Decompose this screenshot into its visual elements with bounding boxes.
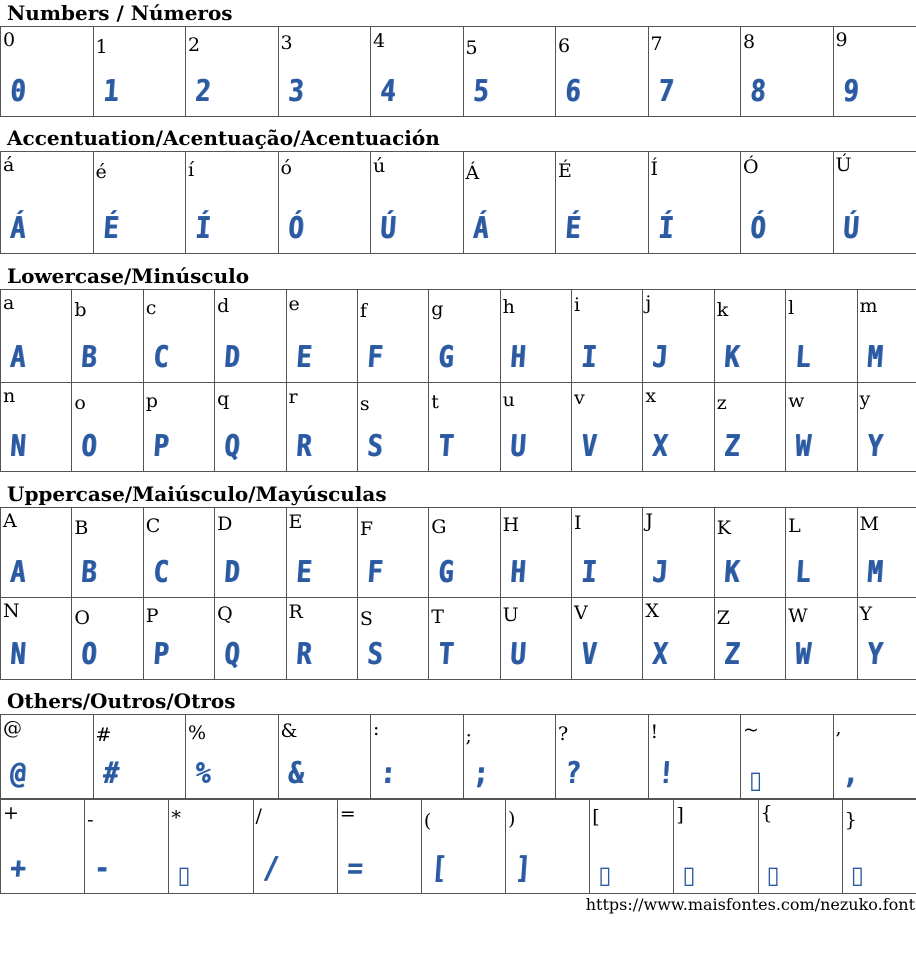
font-glyph-sample: É bbox=[101, 211, 120, 246]
character-label: I bbox=[574, 512, 582, 534]
font-glyph-sample: ; bbox=[471, 756, 490, 791]
missing-glyph-icon: ▯ bbox=[598, 861, 612, 889]
character-label: F bbox=[359, 518, 374, 540]
character-label: Ó bbox=[743, 156, 759, 178]
glyph-cell bbox=[253, 800, 337, 894]
font-glyph-sample: , bbox=[841, 756, 860, 791]
font-glyph-sample: X bbox=[651, 637, 670, 672]
glyph-cell bbox=[786, 508, 857, 598]
glyph-cell bbox=[758, 800, 842, 894]
glyph-row bbox=[1, 508, 916, 598]
font-glyph-sample: H bbox=[508, 555, 527, 590]
character-label: ~ bbox=[743, 719, 759, 741]
character-label: A bbox=[3, 510, 17, 532]
glyph-cell bbox=[215, 290, 286, 383]
glyph-cell bbox=[714, 383, 785, 472]
character-label: P bbox=[145, 605, 159, 627]
glyph-cell bbox=[72, 508, 143, 598]
character-label: 1 bbox=[95, 36, 108, 58]
font-glyph-sample: Z bbox=[722, 429, 741, 464]
font-glyph-sample: ? bbox=[563, 756, 582, 791]
glyph-cell bbox=[463, 715, 556, 799]
glyph-cell bbox=[72, 383, 143, 472]
missing-glyph-icon: ▯ bbox=[850, 861, 864, 889]
glyph-cell bbox=[143, 598, 214, 680]
font-glyph-sample: R bbox=[294, 637, 313, 672]
uppercase-grid bbox=[0, 507, 916, 680]
character-label: W bbox=[788, 605, 808, 627]
font-glyph-sample: W bbox=[794, 429, 812, 464]
character-label: Ú bbox=[835, 154, 852, 176]
missing-glyph-icon: ▯ bbox=[177, 861, 191, 889]
character-label: E bbox=[288, 511, 303, 533]
font-glyph-sample: I bbox=[579, 555, 598, 590]
glyph-cell bbox=[590, 800, 674, 894]
font-glyph-sample: X bbox=[651, 429, 670, 464]
glyph-cell bbox=[337, 800, 421, 894]
glyph-cell bbox=[143, 508, 214, 598]
glyph-row bbox=[1, 290, 916, 383]
character-label: 6 bbox=[558, 35, 571, 57]
font-glyph-sample: N bbox=[8, 637, 27, 672]
numbers-title: Numbers / Números bbox=[7, 1, 233, 25]
font-glyph-sample: Y bbox=[865, 429, 884, 464]
others-grid-row1 bbox=[0, 714, 916, 799]
character-label: O bbox=[74, 607, 90, 629]
glyph-cell bbox=[278, 715, 371, 799]
glyph-cell bbox=[72, 290, 143, 383]
character-label: f bbox=[359, 300, 367, 322]
glyph-cell bbox=[371, 152, 464, 254]
others-grid-row2 bbox=[0, 799, 916, 894]
character-label: M bbox=[859, 513, 879, 535]
glyph-cell bbox=[357, 290, 428, 383]
glyph-cell bbox=[1, 27, 94, 117]
glyph-cell bbox=[215, 508, 286, 598]
font-glyph-sample: M bbox=[865, 340, 884, 375]
character-label: n bbox=[3, 385, 16, 407]
glyph-cell bbox=[72, 598, 143, 680]
font-glyph-sample: H bbox=[508, 340, 527, 375]
glyph-cell bbox=[714, 290, 785, 383]
font-glyph-sample: C bbox=[151, 555, 170, 590]
glyph-cell bbox=[286, 383, 357, 472]
character-label: C bbox=[145, 515, 161, 537]
font-glyph-sample: 0 bbox=[8, 74, 27, 109]
glyph-cell bbox=[786, 598, 857, 680]
glyph-cell bbox=[500, 383, 571, 472]
glyph-cell bbox=[833, 27, 916, 117]
missing-glyph-icon: ▯ bbox=[766, 861, 780, 889]
character-label: w bbox=[788, 390, 805, 412]
character-label: Á bbox=[465, 162, 480, 184]
font-glyph-sample: # bbox=[101, 756, 120, 791]
character-label: + bbox=[3, 802, 19, 824]
character-label: J bbox=[645, 510, 653, 532]
glyph-cell bbox=[357, 598, 428, 680]
character-label: # bbox=[95, 724, 112, 746]
font-glyph-sample: J bbox=[651, 555, 670, 590]
glyph-cell bbox=[169, 800, 253, 894]
font-glyph-sample: @ bbox=[8, 756, 27, 791]
character-label: t bbox=[431, 391, 439, 413]
font-glyph-sample: S bbox=[365, 429, 384, 464]
glyph-cell bbox=[278, 152, 371, 254]
font-glyph-sample: + bbox=[8, 851, 27, 886]
glyph-cell bbox=[572, 383, 643, 472]
character-label: ) bbox=[508, 808, 516, 830]
glyph-cell bbox=[1, 715, 94, 799]
glyph-cell bbox=[786, 290, 857, 383]
character-label: / bbox=[255, 805, 262, 827]
font-glyph-sample: K bbox=[722, 555, 741, 590]
glyph-cell bbox=[648, 152, 741, 254]
glyph-cell bbox=[463, 152, 556, 254]
character-label: R bbox=[288, 601, 303, 623]
glyph-cell bbox=[357, 383, 428, 472]
font-glyph-sample: W bbox=[794, 637, 812, 672]
font-glyph-sample: É bbox=[563, 211, 582, 246]
glyph-cell bbox=[648, 715, 741, 799]
source-url-link[interactable]: https://www.maisfontes.com/nezuko.font bbox=[585, 895, 915, 914]
font-glyph-sample: 9 bbox=[841, 74, 860, 109]
character-label: 9 bbox=[835, 29, 848, 51]
font-glyph-sample: U bbox=[508, 637, 527, 672]
font-glyph-sample: = bbox=[345, 851, 364, 886]
glyph-cell bbox=[85, 800, 169, 894]
font-glyph-sample: M bbox=[865, 555, 884, 590]
font-glyph-sample: E bbox=[294, 340, 313, 375]
character-label: r bbox=[288, 386, 298, 408]
glyph-cell bbox=[786, 383, 857, 472]
font-glyph-sample: K bbox=[722, 340, 741, 375]
character-label: ] bbox=[676, 804, 684, 826]
font-glyph-sample: A bbox=[8, 555, 27, 590]
font-glyph-sample: Í bbox=[193, 211, 212, 246]
glyph-cell bbox=[556, 27, 649, 117]
font-glyph-sample: : bbox=[378, 756, 397, 791]
glyph-cell bbox=[643, 598, 714, 680]
glyph-cell bbox=[143, 383, 214, 472]
font-glyph-sample: G bbox=[437, 340, 455, 375]
font-glyph-sample: S bbox=[365, 637, 384, 672]
character-label: x bbox=[645, 385, 657, 407]
character-label: v bbox=[574, 387, 585, 409]
font-glyph-sample: L bbox=[794, 555, 812, 590]
font-glyph-sample: 4 bbox=[378, 74, 397, 109]
character-label: G bbox=[431, 516, 447, 538]
glyph-cell bbox=[741, 152, 834, 254]
character-label: i bbox=[574, 294, 581, 316]
font-glyph-sample: ] bbox=[513, 851, 532, 886]
character-label: 4 bbox=[373, 30, 386, 52]
font-glyph-sample: O bbox=[80, 637, 99, 672]
glyph-cell bbox=[572, 598, 643, 680]
character-label: d bbox=[217, 295, 230, 317]
glyph-cell bbox=[93, 27, 186, 117]
glyph-cell bbox=[429, 290, 500, 383]
font-glyph-sample: G bbox=[437, 555, 455, 590]
character-label: h bbox=[502, 296, 515, 318]
character-label: p bbox=[145, 390, 158, 412]
character-label: @ bbox=[3, 717, 22, 739]
font-glyph-sample: - bbox=[93, 851, 111, 886]
character-label: a bbox=[3, 292, 15, 314]
character-label: í bbox=[188, 159, 195, 181]
font-glyph-sample: Ú bbox=[378, 211, 397, 246]
font-glyph-sample: C bbox=[151, 340, 170, 375]
font-glyph-sample: J bbox=[651, 340, 670, 375]
glyph-row bbox=[1, 27, 916, 117]
font-glyph-sample: Ó bbox=[748, 211, 767, 246]
character-label: y bbox=[859, 388, 871, 410]
glyph-cell bbox=[429, 598, 500, 680]
character-label: Q bbox=[217, 603, 233, 625]
character-label: K bbox=[716, 517, 731, 539]
character-label: } bbox=[844, 809, 857, 831]
character-label: { bbox=[760, 802, 773, 824]
character-label: & bbox=[280, 720, 298, 742]
character-label: [ bbox=[592, 806, 600, 828]
character-label: Y bbox=[859, 603, 873, 625]
glyph-cell bbox=[506, 800, 590, 894]
character-label: V bbox=[574, 602, 588, 624]
font-glyph-sample: F bbox=[365, 555, 384, 590]
font-glyph-sample: I bbox=[579, 340, 598, 375]
font-glyph-sample: Q bbox=[223, 429, 241, 464]
character-label: k bbox=[716, 299, 729, 321]
glyph-cell bbox=[857, 290, 916, 383]
font-glyph-sample: B bbox=[80, 555, 99, 590]
font-glyph-sample: O bbox=[80, 429, 99, 464]
glyph-cell bbox=[833, 715, 916, 799]
character-label: c bbox=[145, 297, 157, 319]
glyph-cell bbox=[371, 715, 464, 799]
character-label: D bbox=[217, 513, 233, 535]
accents-grid bbox=[0, 151, 916, 254]
character-label: * bbox=[171, 807, 181, 829]
character-label: X bbox=[645, 600, 659, 622]
glyph-cell bbox=[842, 800, 916, 894]
character-label: u bbox=[502, 389, 515, 411]
glyph-cell bbox=[371, 27, 464, 117]
font-glyph-sample: Í bbox=[656, 211, 675, 246]
character-label: z bbox=[716, 392, 727, 414]
character-label: - bbox=[87, 809, 94, 831]
font-glyph-sample: V bbox=[579, 637, 598, 672]
glyph-cell bbox=[500, 508, 571, 598]
glyph-cell bbox=[572, 508, 643, 598]
font-glyph-sample: T bbox=[437, 637, 455, 672]
character-label: Z bbox=[716, 607, 730, 629]
character-label: Í bbox=[650, 158, 659, 180]
font-glyph-sample: Ó bbox=[286, 211, 305, 246]
font-glyph-sample: Z bbox=[722, 637, 741, 672]
glyph-cell bbox=[186, 27, 279, 117]
font-glyph-sample: A bbox=[8, 340, 27, 375]
character-label: 8 bbox=[743, 31, 756, 53]
font-glyph-sample: N bbox=[8, 429, 27, 464]
glyph-cell bbox=[1, 383, 72, 472]
glyph-cell bbox=[286, 598, 357, 680]
glyph-cell bbox=[429, 508, 500, 598]
lowercase-grid bbox=[0, 289, 916, 472]
character-label: á bbox=[3, 154, 15, 176]
font-glyph-sample: Y bbox=[865, 637, 884, 672]
glyph-row bbox=[1, 598, 916, 680]
font-glyph-sample: % bbox=[193, 756, 212, 791]
glyph-cell bbox=[643, 508, 714, 598]
character-label: é bbox=[95, 161, 107, 183]
character-label: 3 bbox=[280, 32, 293, 54]
glyph-cell bbox=[500, 598, 571, 680]
character-label: U bbox=[502, 604, 519, 626]
font-glyph-sample: 3 bbox=[286, 74, 305, 109]
glyph-cell bbox=[215, 383, 286, 472]
character-label: ú bbox=[373, 155, 386, 177]
font-glyph-sample: & bbox=[286, 756, 305, 791]
font-glyph-sample: 6 bbox=[563, 74, 582, 109]
glyph-cell bbox=[1, 290, 72, 383]
glyph-cell bbox=[429, 383, 500, 472]
character-label: 5 bbox=[465, 37, 478, 59]
glyph-cell bbox=[286, 508, 357, 598]
glyph-cell bbox=[186, 715, 279, 799]
font-glyph-sample: L bbox=[794, 340, 812, 375]
glyph-cell bbox=[278, 27, 371, 117]
character-label: 2 bbox=[188, 34, 201, 56]
glyph-cell bbox=[556, 152, 649, 254]
character-label: ; bbox=[465, 725, 472, 747]
character-label: s bbox=[359, 393, 370, 415]
character-label: ó bbox=[280, 157, 292, 179]
character-label: S bbox=[359, 608, 373, 630]
font-glyph-sample: P bbox=[151, 429, 170, 464]
glyph-cell bbox=[1, 152, 94, 254]
glyph-cell bbox=[674, 800, 758, 894]
character-label: m bbox=[859, 295, 878, 317]
glyph-row bbox=[1, 383, 916, 472]
glyph-cell bbox=[643, 290, 714, 383]
glyph-row bbox=[1, 152, 916, 254]
font-glyph-sample: / bbox=[261, 851, 280, 886]
character-label: b bbox=[74, 299, 87, 321]
character-label: l bbox=[788, 297, 795, 319]
uppercase-title: Uppercase/Maiúsculo/Mayúsculas bbox=[7, 482, 387, 506]
font-glyph-sample: Ú bbox=[841, 211, 860, 246]
glyph-cell bbox=[93, 715, 186, 799]
font-glyph-sample: U bbox=[508, 429, 527, 464]
glyph-row bbox=[1, 715, 916, 799]
font-glyph-sample: F bbox=[365, 340, 384, 375]
glyph-row bbox=[1, 800, 916, 894]
glyph-cell bbox=[714, 598, 785, 680]
font-glyph-sample: E bbox=[294, 555, 313, 590]
character-label: j bbox=[645, 292, 652, 314]
character-label: , bbox=[835, 717, 842, 739]
font-glyph-sample: P bbox=[151, 637, 170, 672]
glyph-cell bbox=[1, 598, 72, 680]
glyph-cell bbox=[556, 715, 649, 799]
glyph-cell bbox=[186, 152, 279, 254]
glyph-cell bbox=[648, 27, 741, 117]
accents-title: Accentuation/Acentuação/Acentuación bbox=[7, 126, 440, 150]
character-label: : bbox=[373, 718, 380, 740]
font-glyph-sample: R bbox=[294, 429, 313, 464]
glyph-cell bbox=[643, 383, 714, 472]
font-glyph-sample: V bbox=[579, 429, 598, 464]
glyph-cell bbox=[286, 290, 357, 383]
font-glyph-sample: 8 bbox=[748, 74, 767, 109]
glyph-cell bbox=[421, 800, 505, 894]
character-label: L bbox=[788, 515, 801, 537]
glyph-cell bbox=[741, 27, 834, 117]
font-glyph-sample: D bbox=[223, 340, 241, 375]
numbers-grid bbox=[0, 26, 916, 117]
glyph-cell bbox=[357, 508, 428, 598]
character-label: 7 bbox=[650, 33, 663, 55]
missing-glyph-icon: ▯ bbox=[682, 861, 696, 889]
character-label: % bbox=[188, 722, 207, 744]
character-label: ? bbox=[558, 723, 569, 745]
font-glyph-sample: D bbox=[223, 555, 241, 590]
font-glyph-sample: 2 bbox=[193, 74, 212, 109]
character-label: ( bbox=[423, 810, 432, 832]
character-label: = bbox=[339, 803, 356, 825]
font-glyph-sample: 1 bbox=[101, 74, 120, 109]
character-label: 0 bbox=[3, 29, 16, 51]
character-label: g bbox=[431, 298, 444, 320]
others-title: Others/Outros/Otros bbox=[7, 689, 236, 713]
glyph-cell bbox=[1, 800, 85, 894]
glyph-cell bbox=[833, 152, 916, 254]
glyph-cell bbox=[500, 290, 571, 383]
character-label: T bbox=[431, 606, 444, 628]
lowercase-title: Lowercase/Minúsculo bbox=[7, 264, 250, 288]
font-glyph-sample: [ bbox=[429, 851, 448, 886]
character-label: N bbox=[3, 600, 20, 622]
character-label: É bbox=[558, 160, 572, 182]
font-glyph-sample: Q bbox=[223, 637, 241, 672]
font-glyph-sample: ! bbox=[656, 756, 675, 791]
character-label: o bbox=[74, 392, 86, 414]
glyph-cell bbox=[1, 508, 72, 598]
glyph-cell bbox=[463, 27, 556, 117]
glyph-cell bbox=[857, 598, 916, 680]
character-label: e bbox=[288, 293, 300, 315]
font-glyph-sample: T bbox=[437, 429, 455, 464]
font-glyph-sample: B bbox=[80, 340, 99, 375]
font-glyph-sample: 7 bbox=[656, 74, 675, 109]
glyph-cell bbox=[215, 598, 286, 680]
character-label: ! bbox=[650, 721, 659, 743]
glyph-cell bbox=[143, 290, 214, 383]
font-glyph-sample: Á bbox=[8, 211, 27, 246]
glyph-cell bbox=[572, 290, 643, 383]
font-glyph-sample: 5 bbox=[471, 74, 490, 109]
character-label: H bbox=[502, 514, 520, 536]
character-label: q bbox=[217, 388, 230, 410]
font-glyph-sample: Á bbox=[471, 211, 490, 246]
character-label: B bbox=[74, 517, 89, 539]
glyph-cell bbox=[714, 508, 785, 598]
missing-glyph-icon: ▯ bbox=[749, 766, 763, 794]
glyph-cell bbox=[741, 715, 834, 799]
glyph-cell bbox=[857, 508, 916, 598]
glyph-cell bbox=[857, 383, 916, 472]
glyph-cell bbox=[93, 152, 186, 254]
